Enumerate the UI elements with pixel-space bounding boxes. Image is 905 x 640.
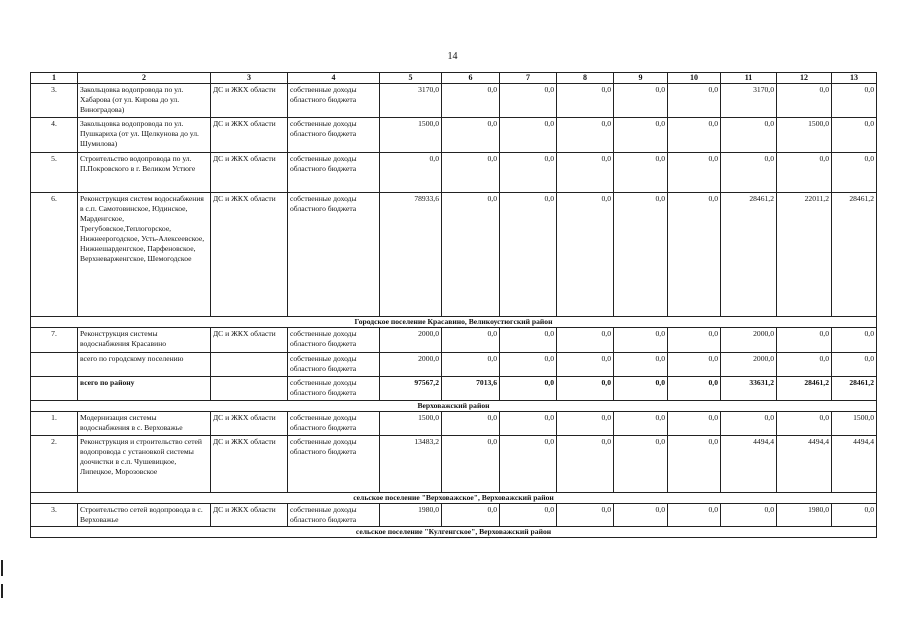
amount-cell: 0,0 (442, 328, 500, 353)
amount-cell: 0,0 (500, 353, 557, 377)
funding-source: собственные доходы областного бюджета (288, 193, 380, 317)
column-header: 13 (832, 73, 877, 84)
executor: ДС и ЖКХ области (211, 118, 288, 153)
amount-cell: 0,0 (557, 412, 614, 436)
amount-cell: 0,0 (721, 412, 777, 436)
amount-cell: 22011,2 (777, 193, 832, 317)
table-row (31, 153, 877, 193)
row-number: 7. (31, 328, 78, 353)
executor (211, 353, 288, 377)
row-number: 4. (31, 118, 78, 153)
amount-cell: 0,0 (614, 153, 668, 193)
amount-cell: 0,0 (442, 504, 500, 527)
amount-cell: 0,0 (614, 504, 668, 527)
amount-cell: 0,0 (557, 353, 614, 377)
amount-cell: 0,0 (777, 153, 832, 193)
amount-cell: 0,0 (614, 353, 668, 377)
amount-cell: 1500,0 (380, 118, 442, 153)
funding-source: собственные доходы областного бюджета (288, 412, 380, 436)
amount-cell: 0,0 (832, 504, 877, 527)
page-number: 14 (447, 51, 458, 62)
amount-cell: 0,0 (380, 153, 442, 193)
column-header: 1 (31, 73, 78, 84)
amount-cell: 0,0 (500, 504, 557, 527)
project-name: Реконструкция систем водоснабжения в с.п. Самотовинское, Юдинское, Марденгское, Трегубовское,Теплогорское, Нижнеерогодское, Усть-Алексеевское, Нижнешарденгское, Парфеновское, Верхневарженгское, Шемогодское (78, 193, 211, 317)
amount-cell: 0,0 (500, 328, 557, 353)
table-row (31, 436, 877, 493)
row-number (31, 353, 78, 377)
amount-cell: 4494,4 (777, 436, 832, 493)
table-row (31, 328, 877, 353)
table-row (31, 84, 877, 118)
table-row (31, 118, 877, 153)
table-row (31, 504, 877, 527)
amount-cell: 0,0 (832, 153, 877, 193)
amount-cell: 4494,4 (721, 436, 777, 493)
amount-cell: 0,0 (668, 504, 721, 527)
amount-cell: 0,0 (721, 153, 777, 193)
row-number: 3. (31, 84, 78, 118)
row-number: 6. (31, 193, 78, 317)
column-header: 2 (78, 73, 211, 84)
scan-mark (1, 560, 3, 576)
amount-cell: 7013,6 (442, 377, 500, 401)
amount-cell: 28461,2 (832, 377, 877, 401)
amount-cell: 0,0 (777, 328, 832, 353)
amount-cell: 0,0 (442, 412, 500, 436)
column-header: 6 (442, 73, 500, 84)
row-number: 1. (31, 412, 78, 436)
executor: ДС и ЖКХ области (211, 436, 288, 493)
executor: ДС и ЖКХ области (211, 504, 288, 527)
column-header: 5 (380, 73, 442, 84)
section-title: сельское поселение "Кулгенгское", Верховажский район (31, 527, 877, 538)
project-name: Реконструкция системы водоснабжения Красавино (78, 328, 211, 353)
amount-cell: 28461,2 (721, 193, 777, 317)
amount-cell: 0,0 (557, 436, 614, 493)
amount-cell: 3170,0 (721, 84, 777, 118)
section-header-row (31, 527, 877, 538)
section-title: Городское поселение Красавино, Великоустюгский район (31, 317, 877, 328)
project-name: Строительство водопровода по ул. П.Покровского в г. Великом Устюге (78, 153, 211, 193)
amount-cell: 28461,2 (777, 377, 832, 401)
table-row (31, 193, 877, 317)
amount-cell: 0,0 (668, 193, 721, 317)
amount-cell: 0,0 (614, 377, 668, 401)
amount-cell: 0,0 (442, 84, 500, 118)
amount-cell: 4494,4 (832, 436, 877, 493)
amount-cell: 13483,2 (380, 436, 442, 493)
amount-cell: 0,0 (442, 353, 500, 377)
project-name: всего по городскому поселению (78, 353, 211, 377)
column-header: 10 (668, 73, 721, 84)
column-header: 11 (721, 73, 777, 84)
section-header-row (31, 401, 877, 412)
amount-cell: 0,0 (442, 436, 500, 493)
amount-cell: 2000,0 (380, 353, 442, 377)
section-title: Верховажский район (31, 401, 877, 412)
amount-cell: 0,0 (668, 153, 721, 193)
project-name: Закольцовка водопровода по ул. Пушкариха (от ул. Щелкунова до ул. Шумилова) (78, 118, 211, 153)
executor: ДС и ЖКХ области (211, 84, 288, 118)
column-header: 4 (288, 73, 380, 84)
amount-cell: 0,0 (500, 436, 557, 493)
amount-cell: 0,0 (721, 504, 777, 527)
amount-cell: 0,0 (442, 153, 500, 193)
amount-cell: 0,0 (668, 412, 721, 436)
amount-cell: 28461,2 (832, 193, 877, 317)
project-name: Реконструкция и строительство сетей водопровода с установкой системы доочистки в с.п. Чушевицкое, Липецкое, Морозовское (78, 436, 211, 493)
amount-cell: 78933,6 (380, 193, 442, 317)
amount-cell: 1980,0 (777, 504, 832, 527)
executor: ДС и ЖКХ области (211, 328, 288, 353)
amount-cell: 0,0 (668, 84, 721, 118)
executor: ДС и ЖКХ области (211, 153, 288, 193)
amount-cell: 0,0 (557, 84, 614, 118)
amount-cell: 0,0 (557, 377, 614, 401)
amount-cell: 0,0 (668, 353, 721, 377)
amount-cell: 0,0 (668, 328, 721, 353)
amount-cell: 1500,0 (777, 118, 832, 153)
amount-cell: 0,0 (500, 153, 557, 193)
column-header: 8 (557, 73, 614, 84)
budget-table (30, 72, 877, 538)
amount-cell: 0,0 (442, 118, 500, 153)
amount-cell: 0,0 (557, 328, 614, 353)
amount-cell: 0,0 (614, 412, 668, 436)
amount-cell: 0,0 (500, 193, 557, 317)
project-name: Строительство сетей водопровода в с. Верховажье (78, 504, 211, 527)
amount-cell: 33631,2 (721, 377, 777, 401)
amount-cell: 1980,0 (380, 504, 442, 527)
amount-cell: 0,0 (500, 118, 557, 153)
amount-cell: 0,0 (614, 118, 668, 153)
amount-cell: 2000,0 (380, 328, 442, 353)
project-name: всего по району (78, 377, 211, 401)
amount-cell: 2000,0 (721, 353, 777, 377)
amount-cell: 2000,0 (721, 328, 777, 353)
amount-cell: 0,0 (777, 353, 832, 377)
amount-cell: 0,0 (832, 118, 877, 153)
amount-cell: 0,0 (557, 118, 614, 153)
amount-cell: 0,0 (614, 84, 668, 118)
amount-cell: 0,0 (442, 193, 500, 317)
amount-cell: 0,0 (614, 436, 668, 493)
funding-source: собственные доходы областного бюджета (288, 436, 380, 493)
amount-cell: 1500,0 (832, 412, 877, 436)
amount-cell: 0,0 (614, 328, 668, 353)
amount-cell: 0,0 (777, 412, 832, 436)
amount-cell: 0,0 (832, 353, 877, 377)
project-name: Модернизация системы водоснабжения в с. Верховажье (78, 412, 211, 436)
row-number: 5. (31, 153, 78, 193)
amount-cell: 0,0 (614, 193, 668, 317)
section-header-row (31, 493, 877, 504)
amount-cell: 1500,0 (380, 412, 442, 436)
amount-cell: 0,0 (500, 84, 557, 118)
project-name: Закольцовка водопровода по ул. Хабарова (от ул. Кирова до ул. Виноградова) (78, 84, 211, 118)
column-header: 9 (614, 73, 668, 84)
amount-cell: 0,0 (832, 84, 877, 118)
amount-cell: 0,0 (557, 153, 614, 193)
row-number: 2. (31, 436, 78, 493)
amount-cell: 0,0 (557, 193, 614, 317)
district-total-row (31, 377, 877, 401)
row-number: 3. (31, 504, 78, 527)
executor (211, 377, 288, 401)
funding-source: собственные доходы областного бюджета (288, 153, 380, 193)
amount-cell: 0,0 (668, 118, 721, 153)
amount-cell: 97567,2 (380, 377, 442, 401)
column-header: 12 (777, 73, 832, 84)
funding-source: собственные доходы областного бюджета (288, 377, 380, 401)
amount-cell: 0,0 (500, 412, 557, 436)
funding-source: собственные доходы областного бюджета (288, 328, 380, 353)
column-header: 3 (211, 73, 288, 84)
funding-source: собственные доходы областного бюджета (288, 504, 380, 527)
section-header-row (31, 317, 877, 328)
executor: ДС и ЖКХ области (211, 193, 288, 317)
amount-cell: 0,0 (500, 377, 557, 401)
amount-cell: 0,0 (668, 377, 721, 401)
amount-cell: 0,0 (668, 436, 721, 493)
executor: ДС и ЖКХ области (211, 412, 288, 436)
amount-cell: 3170,0 (380, 84, 442, 118)
header-row (31, 73, 877, 84)
amount-cell: 0,0 (832, 328, 877, 353)
column-header: 7 (500, 73, 557, 84)
funding-source: собственные доходы областного бюджета (288, 353, 380, 377)
table-row (31, 353, 877, 377)
amount-cell: 0,0 (557, 504, 614, 527)
funding-source: собственные доходы областного бюджета (288, 84, 380, 118)
amount-cell: 0,0 (777, 84, 832, 118)
amount-cell: 0,0 (721, 118, 777, 153)
scan-mark (1, 584, 3, 598)
row-number (31, 377, 78, 401)
table-row (31, 412, 877, 436)
section-title: сельское поселение "Верховажское", Верховажский район (31, 493, 877, 504)
funding-source: собственные доходы областного бюджета (288, 118, 380, 153)
